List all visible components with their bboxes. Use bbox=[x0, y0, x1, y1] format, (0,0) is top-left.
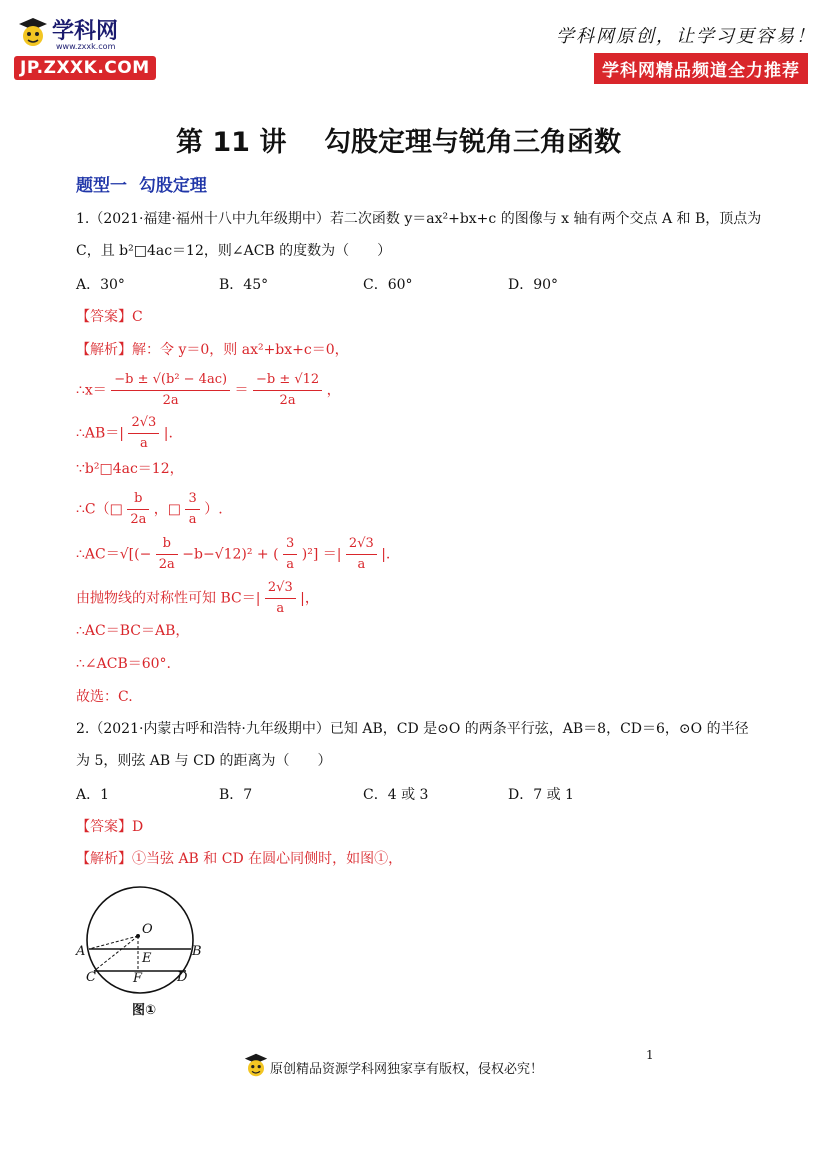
q1-stem-line1: 1.（2021·福建·福州十八中九年级期中）若二次函数 y＝ax²+bx+c 的图像与 x 轴有两个交点 A 和 B，顶点为 bbox=[76, 211, 762, 227]
label-d: D bbox=[177, 970, 188, 985]
fraction bbox=[283, 534, 297, 575]
fraction bbox=[127, 489, 149, 530]
fraction-numerator: −b ± √12 bbox=[253, 370, 322, 391]
step7-suffix: |， bbox=[300, 590, 319, 607]
q1-option-c: C．60° bbox=[363, 277, 413, 293]
q1-option-d: D．90° bbox=[508, 277, 559, 293]
label-f: F bbox=[133, 971, 143, 986]
fraction bbox=[156, 534, 178, 575]
fraction-numerator: 2√3 bbox=[265, 578, 296, 599]
jp-badge[interactable]: JP.ZXXK.COM bbox=[14, 56, 156, 80]
q1-option-b: B．45° bbox=[219, 277, 269, 293]
label-c: C bbox=[86, 970, 96, 985]
logo-mascot-icon bbox=[18, 16, 48, 48]
q2-answer: 【答案】D bbox=[76, 819, 144, 835]
step5-prefix: ∴C（□ bbox=[76, 501, 123, 518]
step2-prefix: ∴x＝ bbox=[76, 382, 107, 399]
q1-solution-step1: 【解析】解：令 y＝0，则 ax²+bx+c＝0， bbox=[76, 342, 349, 358]
fraction-denominator: a bbox=[188, 512, 197, 527]
fraction-numerator: 2√3 bbox=[346, 534, 377, 555]
q2-option-a: A．1 bbox=[76, 787, 110, 803]
q1-solution-step3 bbox=[76, 413, 173, 454]
q2-stem-line1: 2.（2021·内蒙古呼和浩特·九年级期中）已知 AB，CD 是⊙O 的两条平行弦，AB＝8，CD＝6，⊙O 的半径 bbox=[76, 721, 749, 737]
header-slogan: 学科网原创，让学习更容易！ bbox=[556, 26, 816, 47]
fraction bbox=[185, 489, 199, 530]
q2-stem-line2: 为 5，则弦 AB 与 CD 的距离为（ ） bbox=[76, 753, 332, 769]
q2-solution-step1: 【解析】①当弦 AB 和 CD 在圆心同侧时，如图①， bbox=[76, 851, 403, 867]
fraction-numerator: 3 bbox=[283, 534, 297, 555]
q1-solution-step4: ∵b²□4ac＝12， bbox=[76, 461, 184, 477]
fraction bbox=[346, 534, 377, 575]
step6-mid: −b−√12)² + ( bbox=[182, 546, 279, 563]
step3-prefix: ∴AB＝| bbox=[76, 425, 125, 442]
header-banner: 学科网精品频道全力推荐 bbox=[594, 53, 808, 84]
figure-caption: 图① bbox=[132, 1003, 157, 1018]
q1-solution-step2 bbox=[76, 370, 341, 411]
center-point bbox=[136, 934, 140, 938]
q1-solution-step5 bbox=[76, 489, 223, 530]
fraction bbox=[253, 370, 322, 411]
step3-suffix: |. bbox=[163, 425, 173, 442]
fraction-denominator: 2a bbox=[279, 393, 296, 408]
fraction-numerator: b bbox=[156, 534, 178, 555]
q1-solution-step7 bbox=[76, 578, 319, 619]
step6-mid2: )²] ＝| bbox=[301, 546, 342, 563]
fraction bbox=[265, 578, 296, 619]
logo-url: www.zxxk.com bbox=[56, 42, 116, 51]
fraction-numerator: 2√3 bbox=[128, 413, 159, 434]
step6-prefix: ∴AC＝√[(− bbox=[76, 546, 152, 563]
q1-solution-step9: ∴∠ACB＝60°. bbox=[76, 656, 172, 672]
header-logo bbox=[16, 14, 156, 50]
segment-oc bbox=[94, 936, 138, 971]
logo-text: 学科网 bbox=[52, 19, 119, 44]
fraction-numerator: 3 bbox=[185, 489, 199, 510]
fraction-denominator: 2a bbox=[162, 393, 179, 408]
q1-solution-step10: 故选：C. bbox=[76, 689, 133, 705]
fraction-denominator: 2a bbox=[130, 512, 147, 527]
fraction-numerator: b bbox=[127, 489, 149, 510]
fraction-numerator: −b ± √(b² − 4ac) bbox=[111, 370, 230, 391]
footer-copyright: 原创精品资源学科网独家享有版权，侵权必究！ bbox=[270, 1062, 544, 1077]
footer-mascot-icon bbox=[244, 1050, 268, 1080]
q1-stem-line2: C，且 b²□4ac＝12，则∠ACB 的度数为（ ） bbox=[76, 243, 392, 259]
label-a: A bbox=[76, 944, 86, 959]
q1-solution-step8: ∴AC＝BC＝AB， bbox=[76, 623, 190, 639]
label-b: B bbox=[192, 944, 202, 959]
step2-suffix: ， bbox=[326, 382, 341, 399]
label-e: E bbox=[142, 951, 152, 966]
fraction-denominator: a bbox=[286, 557, 295, 572]
step7-prefix: 由抛物线的对称性可知 BC＝| bbox=[76, 590, 261, 607]
q1-option-a: A．30° bbox=[76, 277, 125, 293]
step6-suffix: |. bbox=[381, 546, 391, 563]
step5-suffix: ）. bbox=[204, 501, 223, 518]
page-number: 1 bbox=[646, 1048, 654, 1062]
q2-option-b: B．7 bbox=[219, 787, 253, 803]
step5-mid: ，□ bbox=[153, 501, 182, 518]
fraction-denominator: 2a bbox=[158, 557, 175, 572]
q1-answer: 【答案】C bbox=[76, 309, 143, 325]
fraction-denominator: a bbox=[140, 436, 148, 451]
label-o: O bbox=[142, 922, 153, 937]
q2-option-d: D．7 或 1 bbox=[508, 787, 574, 803]
fraction bbox=[111, 370, 230, 411]
q1-solution-step6 bbox=[76, 534, 390, 575]
page-title: 第 11 讲 勾股定理与锐角三角函数 bbox=[176, 127, 621, 158]
fraction bbox=[128, 413, 159, 454]
equals-sign: ＝ bbox=[234, 382, 249, 399]
section-heading: 题型一 勾股定理 bbox=[76, 176, 207, 196]
fraction-denominator: a bbox=[276, 601, 285, 616]
fraction-denominator: a bbox=[357, 557, 366, 572]
q2-option-c: C．4 或 3 bbox=[363, 787, 429, 803]
segment-oa bbox=[89, 936, 138, 949]
